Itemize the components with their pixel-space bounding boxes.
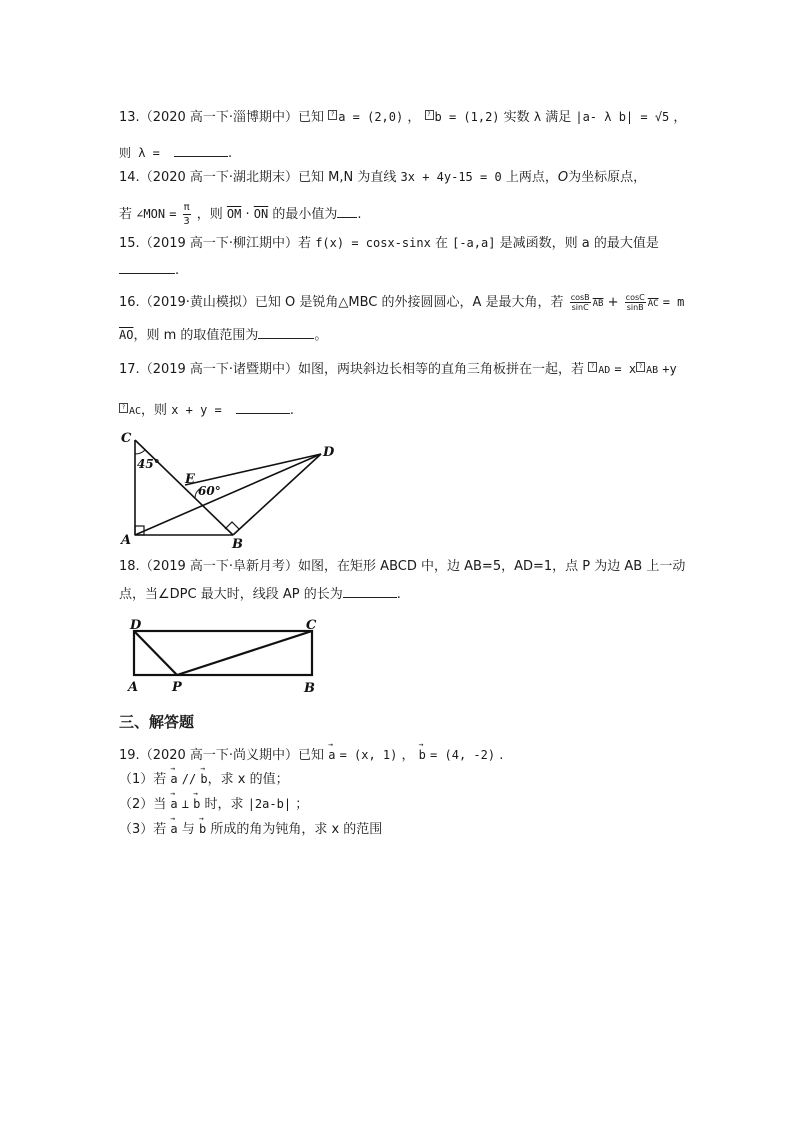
q17-angle-60: 60° [198,484,221,498]
q17-right-angle-B [225,522,239,529]
q14-source: （2020 高一下·湖北期末） [139,170,299,185]
q19-part-3: （3）若 → a 与 → b 所成的角为钝角，求 x 的范围 [119,820,382,839]
q18-rectangle-ABCD [134,631,312,675]
q18-label-B: B [304,681,315,696]
q16-line-2: $\overline{AO}$，则 m 的取值范围为 。 [119,325,327,345]
q13-abs-condition: |a- λ b| = √5 [575,110,670,124]
q19-source: （2020 高一下·尚义期中） [139,748,299,763]
q18-rectangle-figure [120,616,330,696]
q13-line-2: 则 λ = . [119,143,232,163]
q17-label-E: E [185,472,195,487]
q13-vector-a: a = (2,0) [338,110,404,124]
q16-source: （2019·黄山模拟） [139,295,255,310]
q17-edge-BD [233,454,321,535]
q17-edge-ED [185,454,321,485]
q16-fraction-cosC-sinB: $\frac{\cos C}{\sin B}$ [625,293,645,312]
q15-line-1: 15.（2019 高一下·柳江期中）若 f(x) = cosx-sinx 在 [-a,a] 是减函数，则 a 的最大值是 [119,236,659,251]
q14-line-equation: 3x + 4y-15 = 0 [400,170,502,184]
q18-answer-blank[interactable] [343,584,397,598]
q17-label-A: A [121,533,132,548]
q14-number: 14. [119,170,140,185]
q17-label-B: B [232,537,243,550]
q17-line-2: ? AC，则 x + y = . [119,400,294,421]
q18-segment-PC [177,631,312,675]
q15-line-2: . [119,260,179,280]
q19-part-1: （1）若 → a // → b，求 x 的值； [119,770,289,789]
q15-source: （2019 高一下·柳江期中） [139,236,299,251]
vector-placeholder-icon: ? [588,362,597,372]
q18-segment-DP [134,631,177,675]
q18-source: （2019 高一下·阜新月考） [139,559,299,574]
q14-line-1: 14.（2020 高一下·湖北期末）已知 M,N 为直线 3x + 4y-15 = 0 上两点，O为坐标原点， [119,170,647,185]
q18-label-A: A [128,680,139,695]
vector-placeholder-icon: ? [425,110,434,120]
q14-fraction-pi-3: $\frac{\pi}{3}$ [183,202,190,227]
q17-answer-blank[interactable] [236,400,290,414]
q19-line-1: 19.（2020 高一下·尚义期中）已知 → a = (x, 1) ， → b = (4, -2) . [119,746,503,765]
q17-angle-45: 45° [137,457,160,471]
section-heading-answers: 三、解答题 [119,713,195,731]
q13-vector-b: b = (1,2) [434,110,500,124]
q13-source: （2020 高一下·淄博期中） [139,110,299,125]
q16-fraction-cosB-sinC: $\frac{\cos B}{\sin C}$ [570,293,590,312]
q18-label-C: C [306,618,317,633]
q14-line-2: 若 ∠MON = $\frac{\pi}{3}$ ，则 $\overline{OM} \cdot \overline{ON}$ 的最小值为 . [119,202,362,227]
q15-answer-blank[interactable] [119,260,175,274]
q18-label-D: D [130,618,142,633]
q17-source: （2019 高一下·诸暨期中） [139,362,299,377]
q19-number: 19. [119,748,140,763]
q19-part-2: （2）当 → a ⊥ → b 时，求 |2a-b| ； [119,795,308,814]
q15-function: f(x) = cosx-sinx [315,236,431,250]
q17-label-C: C [121,431,132,446]
q17-triangle-figure [115,428,345,550]
q17-label-D: D [323,445,335,460]
q18-line-1: 18.（2019 高一下·阜新月考）如图，在矩形 ABCD 中，边 AB=5，AD=1，点 P 为边 AB 上一动 [119,559,686,574]
q17-line-1: 17.（2019 高一下·诸暨期中）如图，两块斜边长相等的直角三角板拼在一起，若 ? AD = x ? AB +y [119,362,677,377]
q17-number: 17. [119,362,140,377]
q18-line-2: 点，当∠DPC 最大时，线段 AP 的长为 . [119,584,401,604]
q13-line-1: 13.（2020 高一下·淄博期中）已知 ? a = (2,0) ， ? b = (1,2) 实数 λ 满足 |a- λ b| = √5 ， [119,110,687,125]
q16-line-1: 16.（2019·黄山模拟）已知 O 是锐角△MBC 的外接圆圆心，A 是最大角，若 $\frac{\cos B}{\sin C}$ $\overline{AB}$ + $\frac{\cos C}{\sin B}$ $\overline{AC} = m$ [119,293,685,312]
vector-placeholder-icon: ? [328,110,337,120]
q13-number: 13. [119,110,140,125]
q16-number: 16. [119,295,140,310]
vector-placeholder-icon: ? [636,362,645,372]
q15-number: 15. [119,236,140,251]
q13-answer-blank[interactable] [174,143,228,157]
q18-number: 18. [119,559,140,574]
q18-label-P: P [172,680,182,695]
q14-answer-blank[interactable] [337,204,357,218]
q16-answer-blank[interactable] [258,325,314,339]
vector-placeholder-icon: ? [119,403,128,413]
